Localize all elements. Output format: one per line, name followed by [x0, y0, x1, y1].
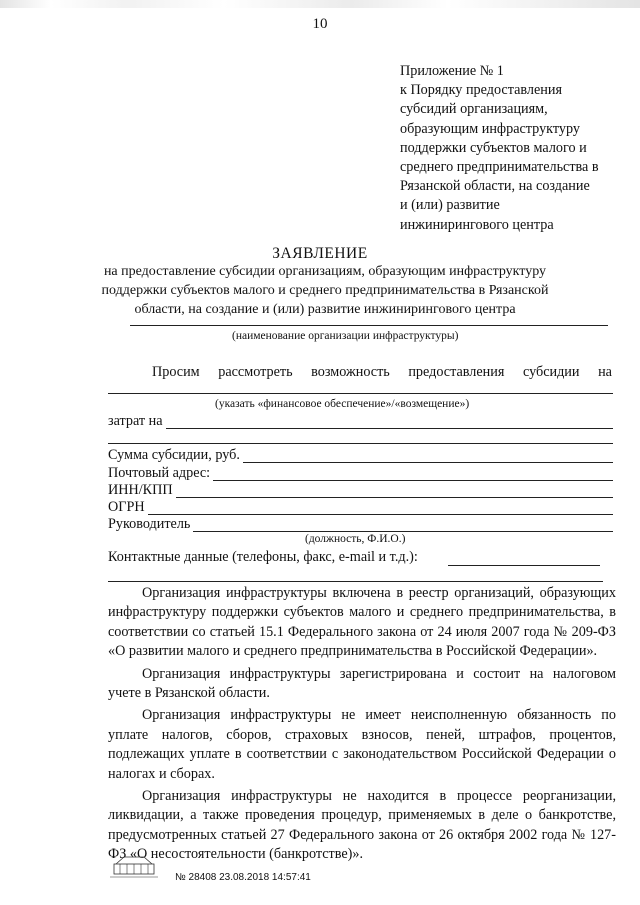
paragraph: Организация инфраструктуры включена в реестр организаций, образующих инфраструктуру поддержки субъектов малого и среднего предпринимательства, в соответствии со статьей 15.1 Федерального закона от 24 июля 2007 года № 209-ФЗ «О развитии малого и среднего предпринимательства в Российской Федерации».: [108, 585, 616, 660]
document-subtitle: [95, 262, 555, 319]
ogrn-line[interactable]: [108, 514, 613, 515]
org-name-caption: (наименование организации инфраструктуры): [232, 330, 459, 342]
appendix-line: среднего предпринимательства в: [400, 159, 599, 176]
body-text: [108, 584, 616, 868]
subsidy-type-caption: (указать «финансовое обеспечение»/«возмещение»): [215, 398, 470, 410]
head-caption: (должность, Ф.И.О.): [305, 533, 406, 545]
appendix-line: поддержки субъектов малого и: [400, 139, 587, 156]
request-word: на: [598, 364, 612, 380]
request-word: предоставления: [408, 364, 505, 380]
org-name-line[interactable]: [130, 325, 608, 326]
contacts-line-2[interactable]: [108, 581, 603, 582]
address-label: Почтовый адрес:: [108, 465, 213, 482]
subtitle-line: на предоставление субсидии организациям, образующим инфраструктуру: [103, 264, 547, 279]
registration-footer: № 28408 23.08.2018 14:57:41: [175, 872, 311, 883]
costs-label: затрат на: [108, 413, 166, 430]
page-number: 10: [312, 16, 328, 32]
subsidy-type-line[interactable]: [108, 393, 613, 394]
amount-label: Сумма субсидии, руб.: [108, 447, 243, 464]
request-word: Просим: [152, 364, 200, 380]
contacts-label: Контактные данные (телефоны, факс, e-mail и т.д.):: [108, 549, 418, 565]
scan-edge: [0, 0, 640, 8]
appendix-line: к Порядку предоставления: [400, 82, 562, 99]
paragraph: Организация инфраструктуры не находится в процессе реорганизации, ликвидации, а также проведения процедур, применяемых в деле о банкротстве, предусмотренных статьей 27 Федерального закона от 26 октября 2002 года № 127-ФЗ «О несостоятельности (банкротстве)».: [108, 788, 616, 863]
appendix-line: субсидий организациям,: [400, 101, 548, 118]
request-word: рассмотреть: [218, 364, 293, 380]
appendix-line: инжинирингового центра: [400, 216, 554, 233]
appendix-note: [400, 62, 630, 235]
paragraph: Организация инфраструктуры зарегистрирована и состоит на налоговом учете в Рязанской области.: [108, 665, 616, 702]
appendix-line: Рязанской области, на создание: [400, 178, 590, 195]
costs-line[interactable]: [108, 428, 613, 429]
appendix-line: образующим инфраструктуру: [400, 120, 580, 137]
subtitle-line: поддержки субъектов малого и среднего предпринимательства в Рязанской: [101, 283, 549, 298]
appendix-line: и (или) развитие: [400, 197, 500, 214]
ogrn-label: ОГРН: [108, 499, 148, 516]
document-title: ЗАЯВЛЕНИЕ: [272, 245, 368, 262]
head-label: Руководитель: [108, 516, 193, 533]
subtitle-line: области, на создание и (или) развитие инжинирингового центра: [134, 302, 516, 317]
costs-line-2[interactable]: [108, 443, 613, 444]
request-word: возможность: [311, 364, 390, 380]
request-sentence: [152, 364, 612, 381]
appendix-line: Приложение № 1: [400, 63, 504, 79]
request-word: субсидии: [522, 364, 580, 380]
registry-stamp-icon: [108, 854, 160, 880]
inn-label: ИНН/КПП: [108, 482, 176, 499]
paragraph: Организация инфраструктуры не имеет неисполненную обязанность по уплате налогов, сборов, страховых взносов, пеней, штрафов, процентов, подлежащих уплате в соответствии с законодательством Российской Федерации о налогах и сборах.: [108, 707, 616, 782]
inn-line[interactable]: [108, 497, 613, 498]
contacts-line[interactable]: [448, 565, 600, 566]
